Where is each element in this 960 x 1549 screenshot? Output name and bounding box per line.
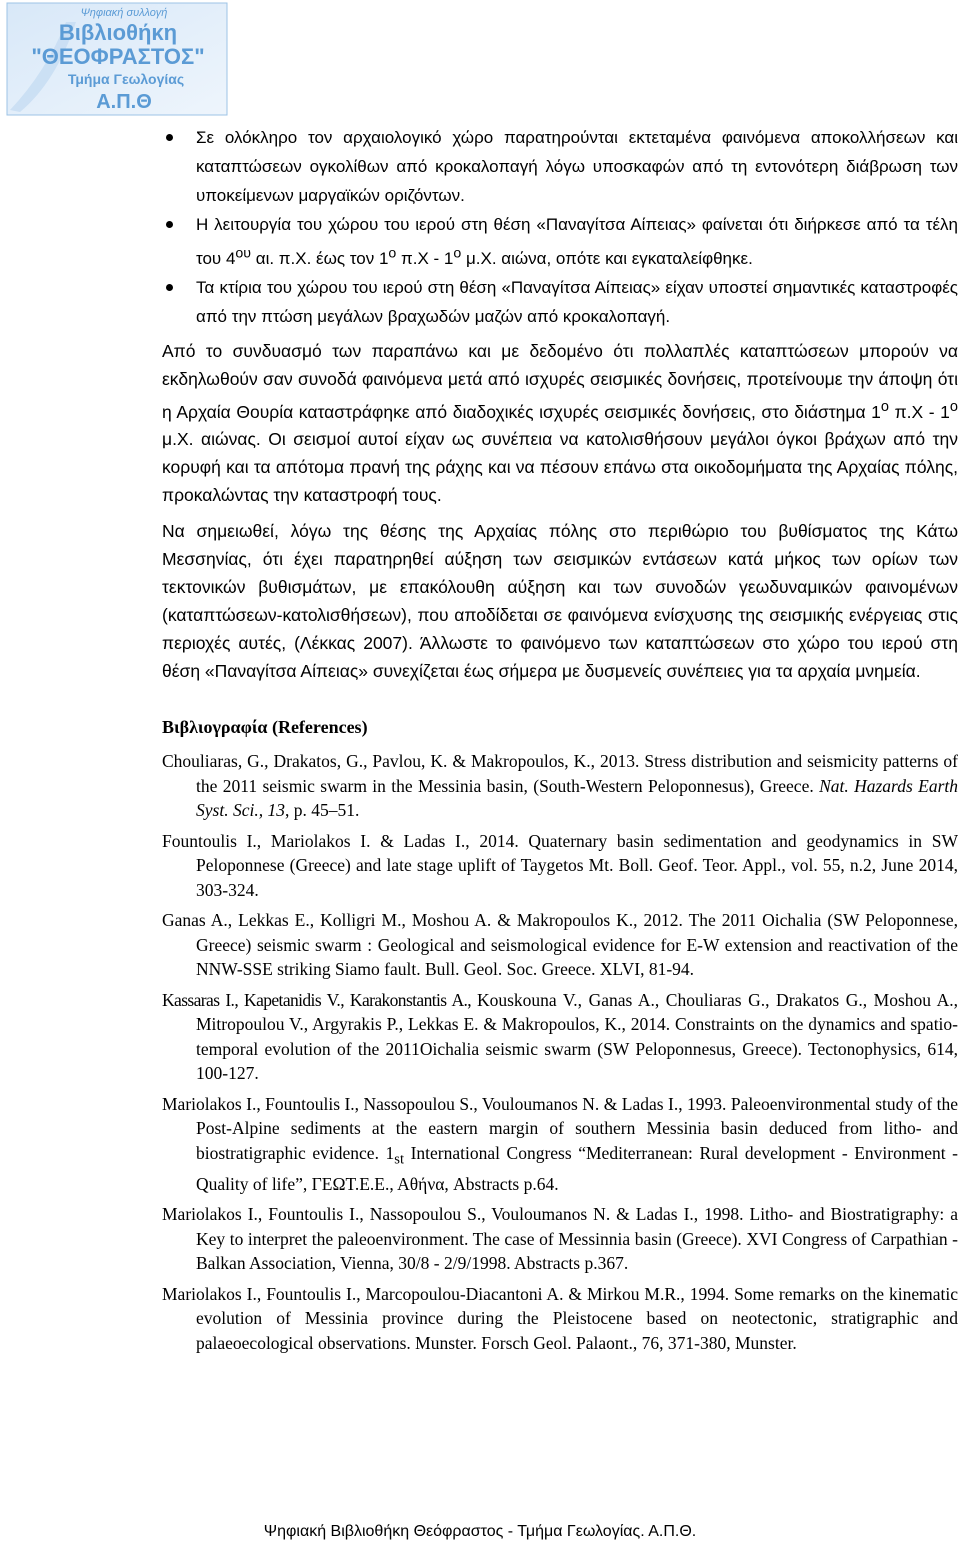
library-logo [6,2,228,116]
page-footer: Ψηφιακή Βιβλιοθήκη Θεόφραστος - Τμήμα Γεωλογίας. Α.Π.Θ. [263,1523,697,1540]
reference-item: Mariolakos I., Fountoulis I., Nassopoulou S., Vouloumanos N. & Ladas I., 1993. Paleoenvironmental study of the Post-Alpine sediments at the eastern margin of southern Messinia basin deduced from litho- and biostratigraphic evidence. $1_{st}$ International Congress “Mediterranean: Rural development - Environment - Quality of life”, ΓΕΩΤ.Ε.Ε., Αθήνα, Abstracts p.64. [162,1093,958,1194]
paragraph-1: Από το συνδυασμό των παραπάνω και με δεδομένο ότι πολλαπλές καταπτώσεων μπορούν να εκδηλωθούν σαν συνοδά φαινόμενα μετά από ισχυρές σεισμικές δονήσεις, προτείνουμε την άποψη ότι η Αρχαία Θουρία καταστράφηκε από διαδοχικές ισχυρές σεισμικές δονήσεις, στο διάστημα $1^o$ $\pi.X - 1^o$ μ.Χ. αιώνας. Οι σεισμοί αυτοί είχαν ως συνέπεια να κατολισθήσουν μεγάλοι όγκοι βράχων από την κορυφή και τα απότομα πρανή της ράχης και να πέσουν επάνω στα οικοδομήματα της Αρχαίας πόλης, προκαλώντας την καταστροφή τους. [162,340,958,506]
bullet-text-2: Η λειτουργία του χώρου του ιερού στη θέση «Παναγίτσα Αίπειας» φαίνεται ότι διήρκεσε από τα τέλη του $4^{o\upsilon}$ αι. π.Χ. έως τον $1^o$ $\pi.X - 1^o$ μ.Χ. αιώνα, οπότε και εγκαταλείφθηκε. [196,215,958,268]
logo-line-1: Ψηφιακή συλλογή [80,7,168,19]
reference-item: Chouliaras, G., Drakatos, G., Pavlou, K. & Makropoulos, K., 2013. Stress distribution and seismicity patterns of the 2011 seismic swarm in the Messinia basin, (South-Western Peloponnesus), Greece. Nat. Hazards Earth Syst. Sci., 13, p. 45–51. [162,751,958,821]
paragraph-2: Να σημειωθεί, λόγω της θέσης της Αρχαίας πόλης στο περιθώριο του βυθίσματος της Κάτω Μεσσηνίας, ότι έχει παρατηρηθεί αύξηση των σεισμικών εντάσεων κατά μήκος των ορίων των τεκτονικών βυθισμάτων, με επακόλουθη αύξηση και των συνοδών γεωδυναμικών φαινομένων (καταπτώσεων-κατολισθήσεων), που αποδίδεται σε φαινόμενα ενίσχυσης της σεισμικής ενέργειας στις περιοχές αυτές, (Λέκκας 2007). Άλλωστε το φαινόμενο των καταπτώσεων στο χώρο του ιερού στη θέση «Παναγίτσα Αίπειας» συνεχίζεται έως σήμερα με δυσμενείς συνέπειες για τα αρχαία μνημεία. [162,521,958,682]
logo-line-3: "ΘΕΟΦΡΑΣΤΟΣ" [31,44,205,69]
bullet-list [162,123,958,331]
reference-item: Fountoulis I., Mariolakos I. & Ladas I., 2014. Quaternary basin sedimentation and geodynamics in SW Peloponnese (Greece) and late stage uplift of Taygetos Mt. Boll. Geof. Teor. Appl., vol. 55, n.2, June 2014, 303-324. [162,830,958,900]
logo-line-5: Α.Π.Θ [96,91,152,113]
reference-item: Kassaras I., Kapetanidis V., Karakonstantis A., Kouskouna V., Ganas A., Chouliaras G., Drakatos G., Moshou A., Mitropoulou V., Argyrakis P., Lekkas E. & Makropoulos, K., 2014. Constraints on the dynamics and spatio-temporal evolution of the 2011Oichalia seismic swarm (SW Peloponnesus, Greece). Tectonophysics, 614, 100-127. [162,989,958,1084]
bullet-item-3 [162,273,958,331]
bullet-dot-icon [166,221,173,228]
references-heading: Βιβλιογραφία (References) [162,717,368,738]
bullet-text-3: Τα κτίρια του χώρου του ιερού στη θέση «Παναγίτσα Αίπειας» είχαν υποστεί σημαντικές καταστροφές από την πτώση μεγάλων βραχωδών μαζών από κροκαλοπαγή. [196,277,958,326]
bullet-dot-icon [166,284,173,291]
logo-line-4: Τμήμα Γεωλογίας [67,71,185,87]
bullet-item-2 [162,210,958,273]
bullet-item-1 [162,123,958,210]
reference-item: Ganas A., Lekkas E., Kolligri M., Moshou A. & Makropoulos K., 2012. The 2011 Oichalia (SW Peloponnese, Greece) seismic swarm : Geological and seismological evidence for E-W extension and reactivation of the NNW-SSE striking Siamo fault. Bull. Geol. Soc. Greece. XLVI, 81-94. [162,910,958,980]
reference-item: Mariolakos I., Fountoulis I., Marcopoulou-Diacantoni A. & Mirkou M.R., 1994. Some remarks on the kinematic evolution of Messinia province during the Pleistocene based on neotectonic, stratigraphic and palaeoecological observations. Munster. Forsch Geol. Palaont., 76, 371-380, Munster. [162,1283,958,1353]
logo-line-2: Βιβλιοθήκη [58,20,178,45]
bullet-dot-icon [166,134,173,141]
main-content [162,123,958,1361]
reference-item: Mariolakos I., Fountoulis I., Nassopoulou S., Vouloumanos N. & Ladas I., 1998. Litho- and Biostratigraphy: a Key to interpret the paleoenvironment. The case of Messinnia basin (Greece). XVI Congress of Carpathian - Balkan Association, Vienna, 30/8 - 2/9/1998. Abstracts p.367. [162,1204,958,1274]
references-list [162,749,958,1355]
bullet-text-1: Σε ολόκληρο τον αρχαιολογικό χώρο παρατηρούνται εκτεταμένα φαινόμενα αποκολλήσεων και καταπτώσεων ογκολίθων από κροκαλοπαγή λόγω υποσκαφών από τη εντονότερη διάβρωση των υποκείμενων μαργαϊκών οριζόντων. [196,128,958,205]
